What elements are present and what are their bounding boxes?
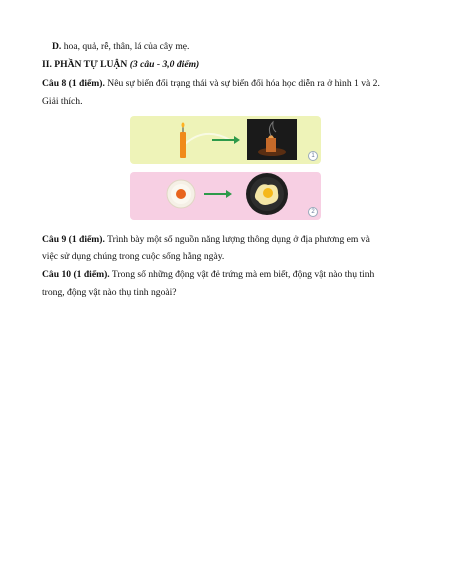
figure-2-illustration [130,172,321,220]
question-8-line1: Câu 8 (1 điểm). Nêu sự biến đổi trạng thái và sự biến đổi hóa học diễn ra ở hình 1 và 2. [42,78,380,89]
question-10-label: Câu 10 (1 điểm). [42,269,110,280]
section-heading [42,58,410,72]
section-title: II. PHẦN TỰ LUẬN [42,59,128,70]
figure-2-egg [130,172,321,220]
question-9-line2: việc sử dụng chúng trong cuộc sống hằng ngày. [42,251,225,262]
question-10-line2: trong, động vật nào thụ tinh ngoài? [42,287,177,298]
option-d [52,40,420,54]
figure-2-badge: 2 [308,207,318,217]
question-9-label: Câu 9 (1 điểm). [42,234,105,245]
option-d-text: hoa, quả, rễ, thân, lá của cây mẹ. [63,41,190,52]
question-8-label: Câu 8 (1 điểm). [42,78,105,89]
question-8-line2: Giải thích. [42,96,83,107]
figure-1-candle [130,116,321,164]
section-subtitle: (3 câu - 3,0 điểm) [129,59,200,70]
figure-1-illustration [130,116,321,164]
question-10-line1: Câu 10 (1 điểm). Trong số những động vật đẻ trứng mà em biết, động vật nào thụ tinh [42,269,375,280]
question-9-line1: Câu 9 (1 điểm). Trình bày một số nguồn năng lượng thông dụng ở địa phương em và [42,234,370,245]
figure-1-badge: 1 [308,151,318,161]
option-d-label: D. [52,41,62,52]
